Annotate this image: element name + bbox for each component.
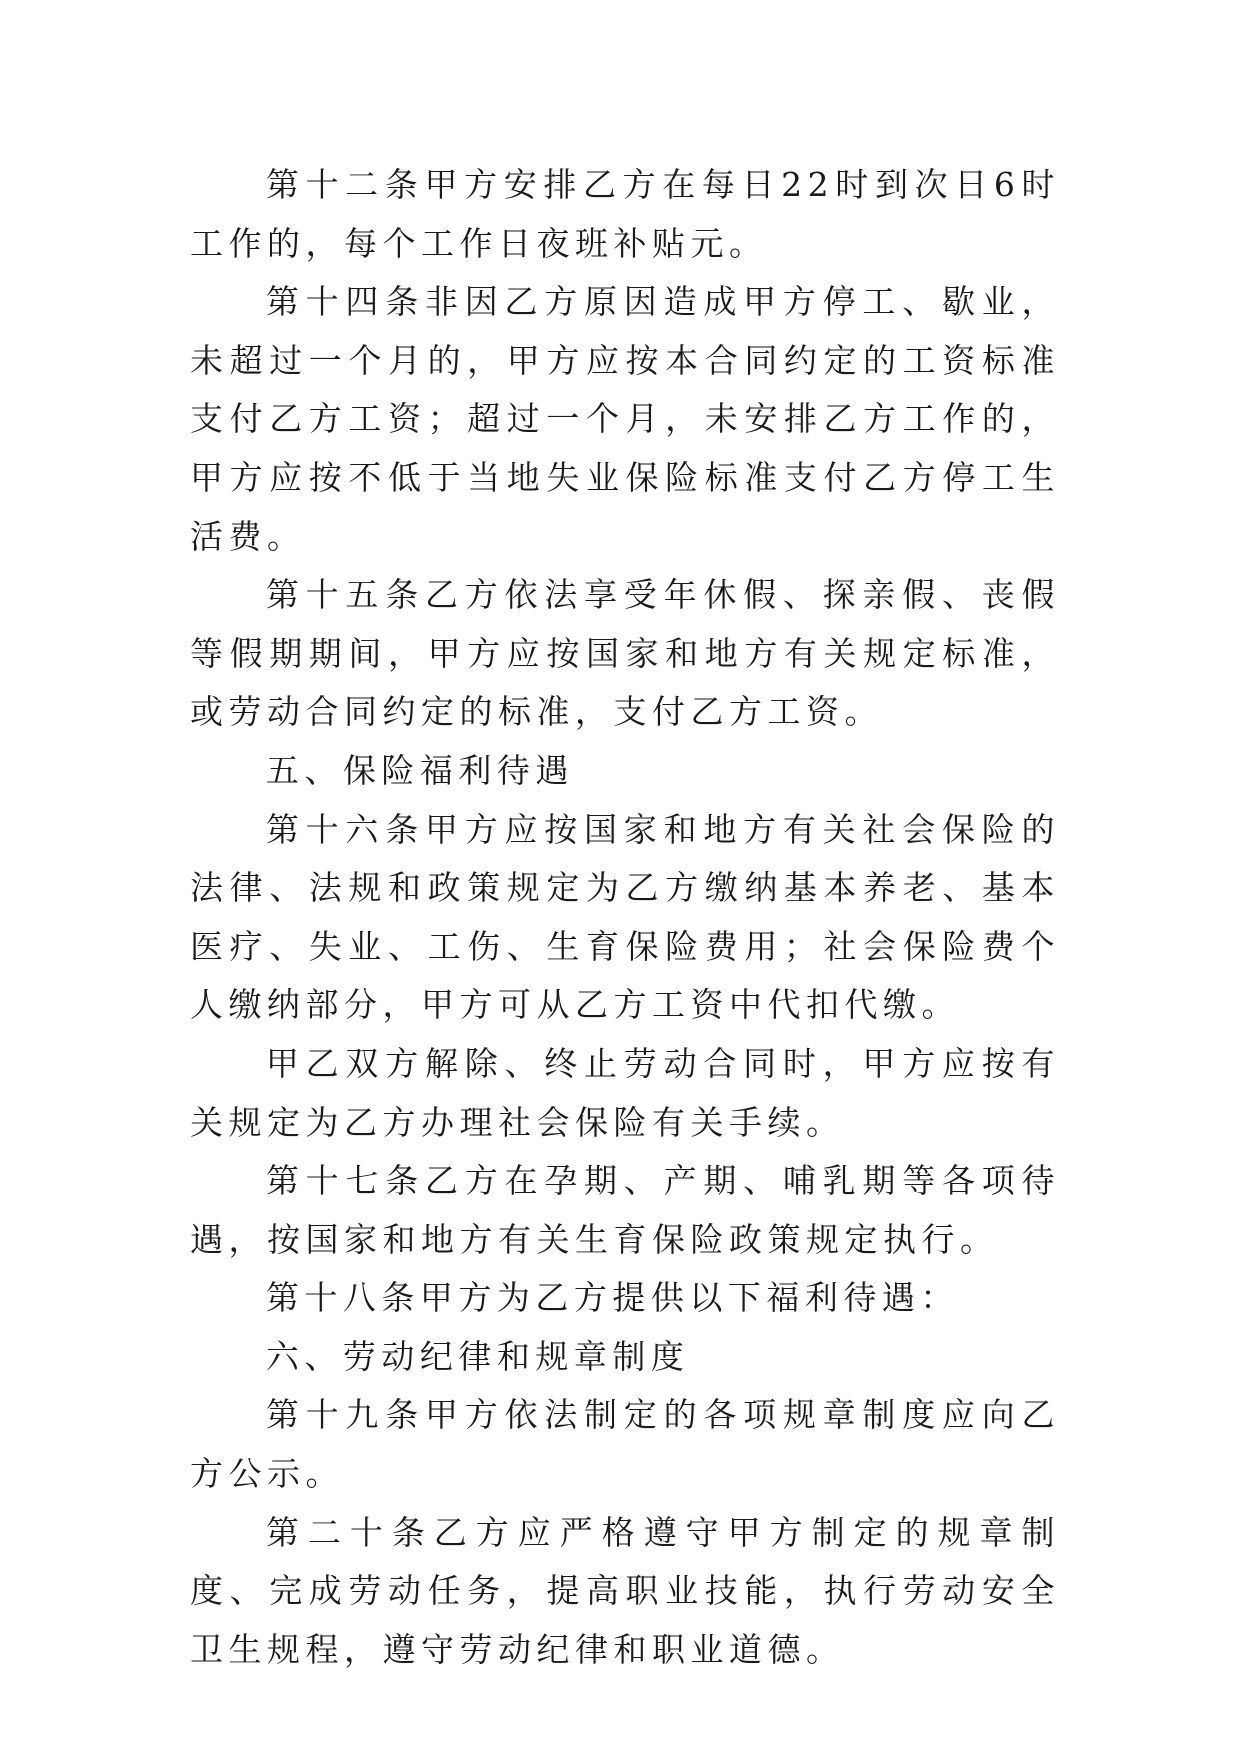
document-body	[190, 156, 1060, 1679]
paragraph-article-12: 第十二条甲方安排乙方在每日22时到次日6时工作的，每个工作日夜班补贴元。	[190, 165, 1060, 263]
paragraph-article-15: 第十五条乙方依法享受年休假、探亲假、丧假等假期期间，甲方应按国家和地方有关规定标准，或劳动合同约定的标准，支付乙方工资。	[190, 575, 1060, 732]
section-heading-labor-discipline: 六、劳动纪律和规章制度	[265, 1336, 690, 1376]
paragraph-article-19: 第十九条甲方依法制定的各项规章制度应向乙方公示。	[190, 1395, 1060, 1494]
paragraph-social-insurance-procedures: 甲乙双方解除、终止劳动合同时，甲方应按有关规定为乙方办理社会保险有关手续。	[190, 1043, 1060, 1142]
paragraph-article-16: 第十六条甲方应按国家和地方有关社会保险的法律、法规和政策规定为乙方缴纳基本养老、基本医疗、失业、工伤、生育保险费用；社会保险费个人缴纳部分，甲方可从乙方工资中代扣代缴。	[190, 809, 1060, 1025]
paragraph-article-18: 第十八条甲方为乙方提供以下福利待遇：	[265, 1278, 959, 1318]
paragraph-article-14: 第十四条非因乙方原因造成甲方停工、歇业，未超过一个月的，甲方应按本合同约定的工资标准支付乙方工资；超过一个月，未安排乙方工作的，甲方应按不低于当地失业保险标准支付乙方停工生活费。	[190, 282, 1060, 556]
paragraph-article-17: 第十七条乙方在孕期、产期、哺乳期等各项待遇，按国家和地方有关生育保险政策规定执行。	[190, 1161, 1060, 1259]
section-heading-insurance-welfare: 五、保险福利待遇	[265, 750, 574, 790]
paragraph-article-20: 第二十条乙方应严格遵守甲方制定的规章制度、完成劳动任务，提高职业技能，执行劳动安全卫生规程，遵守劳动纪律和职业道德。	[190, 1512, 1060, 1669]
